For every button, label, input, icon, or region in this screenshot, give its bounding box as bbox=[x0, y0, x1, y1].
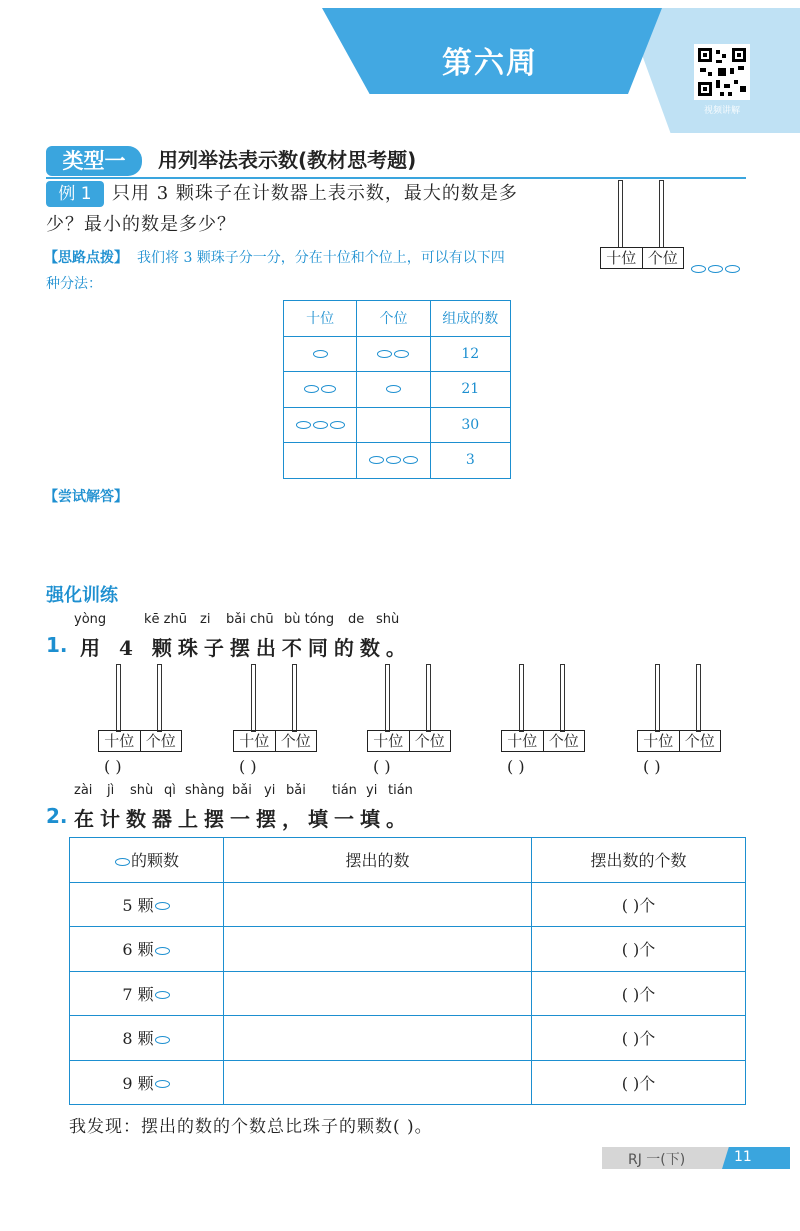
pinyin: zi bbox=[200, 612, 211, 627]
tens-label: 十位 bbox=[606, 249, 637, 267]
number-cell: 21 bbox=[430, 372, 510, 408]
header-numbers: 摆出的数 bbox=[224, 838, 532, 883]
abacus-label-box bbox=[600, 247, 684, 269]
tens-beads-cell bbox=[284, 336, 357, 372]
ones-label: 个位 bbox=[642, 248, 684, 268]
abacus-rod bbox=[618, 180, 623, 248]
numbers-input-cell[interactable] bbox=[224, 882, 532, 927]
bead-icon bbox=[377, 350, 392, 358]
type-badge: 类型一 bbox=[46, 146, 142, 176]
ones-beads-cell bbox=[357, 407, 430, 443]
hint-label: 【思路点拨】 bbox=[44, 250, 128, 266]
pinyin: bǎi bbox=[232, 783, 252, 798]
bead-count-cell: 6 颗 bbox=[70, 927, 224, 972]
table-row bbox=[70, 1016, 746, 1061]
example-badge: 例 1 bbox=[46, 181, 104, 207]
header-number: 组成的数 bbox=[430, 301, 510, 337]
bead-icon bbox=[313, 421, 328, 429]
abacus-rod bbox=[696, 664, 701, 732]
abacus-rod bbox=[385, 664, 390, 732]
q1-text: 用 4 颗珠子摆出不同的数。 bbox=[80, 636, 412, 660]
table-row bbox=[284, 443, 511, 479]
bead-icon bbox=[386, 385, 401, 393]
abacus-label-box bbox=[367, 730, 451, 752]
training-title: 强化训练 bbox=[46, 585, 118, 606]
pinyin: shàng bbox=[185, 783, 225, 798]
pinyin: tián bbox=[332, 783, 357, 798]
bead-count-cell: 5 颗 bbox=[70, 882, 224, 927]
bead-count-cell: 7 颗 bbox=[70, 971, 224, 1016]
week-title: 第六周 bbox=[442, 46, 538, 81]
tens-label: 十位 bbox=[239, 732, 270, 750]
footer-page-bg bbox=[722, 1147, 790, 1169]
bead-icon bbox=[386, 456, 401, 464]
pinyin: yi bbox=[264, 783, 276, 798]
bead-count-cell: 8 颗 bbox=[70, 1016, 224, 1061]
pinyin: qì bbox=[164, 783, 176, 798]
pinyin: jì bbox=[107, 783, 115, 798]
table-row bbox=[70, 882, 746, 927]
abacus-label-box bbox=[637, 730, 721, 752]
qr-label: 视频讲解 bbox=[703, 106, 740, 116]
q2-number: 2. bbox=[46, 804, 68, 828]
count-answer-cell[interactable]: ( )个 bbox=[532, 1016, 746, 1061]
abacus-label-box bbox=[98, 730, 182, 752]
pinyin: de bbox=[348, 612, 365, 627]
ones-label: 个位 bbox=[679, 731, 721, 751]
abacus-rod bbox=[560, 664, 565, 732]
footer-edition: RJ 一(下) bbox=[628, 1152, 686, 1168]
tens-label: 十位 bbox=[104, 732, 135, 750]
table-row bbox=[284, 407, 511, 443]
count-answer-cell[interactable]: ( )个 bbox=[532, 927, 746, 972]
abacus-rod bbox=[655, 664, 660, 732]
hint-text: 我们将 3 颗珠子分一分，分在十位和个位上，可以有以下四 bbox=[137, 250, 505, 266]
pinyin: bǎi bbox=[286, 783, 306, 798]
pinyin: tián bbox=[388, 783, 413, 798]
table-row bbox=[284, 372, 511, 408]
pinyin: bù tóng bbox=[284, 612, 335, 627]
header-ones: 个位 bbox=[357, 301, 430, 337]
hint-text-line2: 种分法： bbox=[46, 276, 102, 292]
discovery-text[interactable]: 我发现：摆出的数的个数总比珠子的颗数( )。 bbox=[69, 1117, 433, 1137]
abacus-label-box bbox=[233, 730, 317, 752]
answer-blank[interactable]: ( ) bbox=[507, 757, 525, 776]
count-answer-cell[interactable]: ( )个 bbox=[532, 971, 746, 1016]
ones-label: 个位 bbox=[275, 731, 317, 751]
tens-label: 十位 bbox=[373, 732, 404, 750]
distribution-table bbox=[283, 300, 511, 479]
table-row bbox=[284, 336, 511, 372]
bead-icon bbox=[725, 265, 740, 273]
ones-label: 个位 bbox=[409, 731, 451, 751]
try-answer-label: 【尝试解答】 bbox=[44, 489, 128, 505]
pinyin: zài bbox=[74, 783, 93, 798]
numbers-input-cell[interactable] bbox=[224, 1060, 532, 1105]
bead-icon bbox=[403, 456, 418, 464]
qr-code-icon[interactable] bbox=[694, 44, 750, 100]
count-answer-cell[interactable]: ( )个 bbox=[532, 1060, 746, 1105]
pinyin: kē zhū bbox=[144, 612, 187, 627]
ones-label: 个位 bbox=[140, 731, 182, 751]
table-row bbox=[70, 927, 746, 972]
abacus-rod bbox=[426, 664, 431, 732]
abacus-label-box bbox=[501, 730, 585, 752]
section-divider bbox=[46, 177, 746, 179]
abacus-rod bbox=[519, 664, 524, 732]
numbers-input-cell[interactable] bbox=[224, 927, 532, 972]
example-text-line1: 只用 3 颗珠子在计数器上表示数，最大的数是多 bbox=[112, 183, 518, 204]
number-cell: 3 bbox=[430, 443, 510, 479]
example-text-line2: 少？最小的数是多少？ bbox=[46, 214, 236, 235]
pinyin: shù bbox=[376, 612, 400, 627]
tens-label: 十位 bbox=[507, 732, 538, 750]
q1-number: 1. bbox=[46, 633, 68, 657]
numbers-input-cell[interactable] bbox=[224, 1016, 532, 1061]
page-number: 11 bbox=[734, 1149, 752, 1165]
ones-beads-cell bbox=[357, 372, 430, 408]
ones-label: 个位 bbox=[543, 731, 585, 751]
tens-label: 十位 bbox=[643, 732, 674, 750]
tens-beads-cell bbox=[284, 372, 357, 408]
bead-icon bbox=[369, 456, 384, 464]
answer-blank[interactable]: ( ) bbox=[373, 757, 391, 776]
tens-beads-cell bbox=[284, 407, 357, 443]
bead-icon bbox=[691, 265, 706, 273]
abacus-rod bbox=[116, 664, 121, 732]
bead-icon bbox=[394, 350, 409, 358]
numbers-input-cell[interactable] bbox=[224, 971, 532, 1016]
bead-icon bbox=[115, 858, 130, 866]
header-tens: 十位 bbox=[284, 301, 357, 337]
bead-icon bbox=[330, 421, 345, 429]
ones-beads-cell bbox=[357, 336, 430, 372]
count-answer-cell[interactable]: ( )个 bbox=[532, 882, 746, 927]
bead-icon bbox=[155, 1080, 170, 1088]
abacus-rod bbox=[659, 180, 664, 248]
abacus-rod bbox=[251, 664, 256, 732]
bead-icon bbox=[708, 265, 723, 273]
ones-beads-cell bbox=[357, 443, 430, 479]
header-count: 摆出数的个数 bbox=[532, 838, 746, 883]
abacus-rod bbox=[292, 664, 297, 732]
bead-icon bbox=[321, 385, 336, 393]
bead-count-cell: 9 颗 bbox=[70, 1060, 224, 1105]
abacus-rod bbox=[157, 664, 162, 732]
number-cell: 12 bbox=[430, 336, 510, 372]
q2-text: 在计数器上摆一摆，填一填。 bbox=[74, 807, 412, 831]
pinyin: yi bbox=[366, 783, 378, 798]
type-title: 用列举法表示数(教材思考题) bbox=[158, 148, 417, 172]
tens-beads-cell bbox=[284, 443, 357, 479]
number-cell: 30 bbox=[430, 407, 510, 443]
count-table bbox=[69, 837, 746, 1105]
bead-icon bbox=[304, 385, 319, 393]
bead-icon bbox=[155, 1036, 170, 1044]
bead-icon bbox=[313, 350, 328, 358]
bead-icon bbox=[155, 902, 170, 910]
pinyin: shù bbox=[130, 783, 154, 798]
bead-icon bbox=[155, 991, 170, 999]
pinyin: yòng bbox=[74, 612, 107, 627]
table-header-row bbox=[70, 838, 746, 883]
answer-blank[interactable]: ( ) bbox=[239, 757, 257, 776]
bead-icon bbox=[296, 421, 311, 429]
header-bead-count: 的颗数 bbox=[70, 838, 224, 883]
table-row bbox=[70, 1060, 746, 1105]
answer-blank[interactable]: ( ) bbox=[104, 757, 122, 776]
bead-icon bbox=[155, 947, 170, 955]
table-row bbox=[70, 971, 746, 1016]
loose-beads bbox=[690, 258, 741, 277]
pinyin: bǎi chū bbox=[226, 612, 274, 627]
table-header-row bbox=[284, 301, 511, 337]
answer-blank[interactable]: ( ) bbox=[643, 757, 661, 776]
